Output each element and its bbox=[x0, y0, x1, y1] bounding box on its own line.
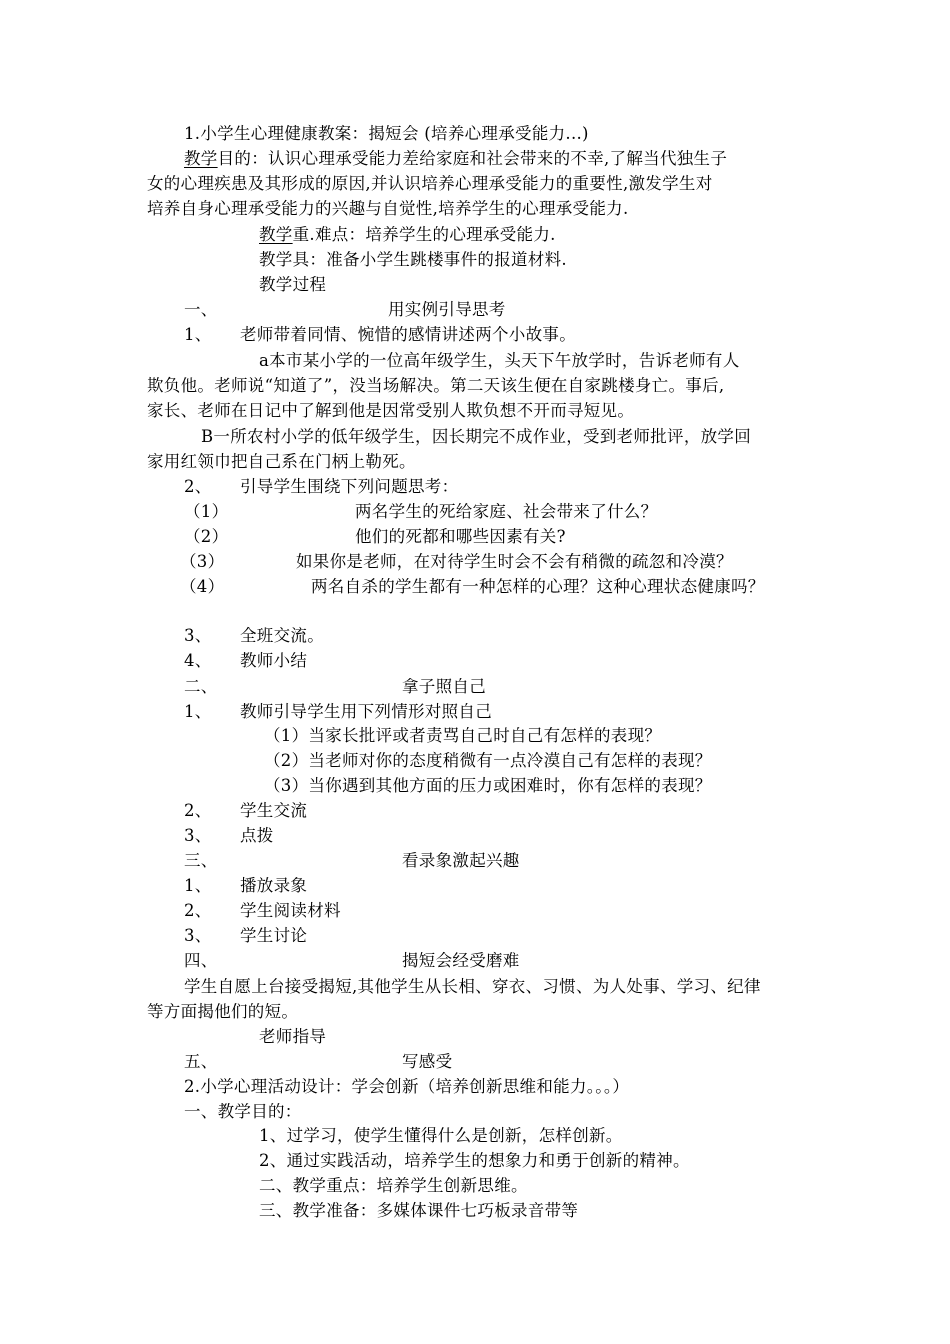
s1-item4-number: 4、 bbox=[184, 651, 212, 670]
s1-item3-text: 全班交流。 bbox=[240, 626, 324, 645]
lesson2-focus: 二、教学重点：培养学生创新思维。 bbox=[259, 1176, 528, 1195]
story-b-line-1: B一所农村小学的低年级学生，因长期完不成作业，受到老师批评，放学回 bbox=[201, 427, 752, 446]
aim-line-2: 女的心理疾患及其形成的原因,并认识培养心理承受能力的重要性,激发学生对 bbox=[147, 174, 713, 193]
lesson1-title: 1.小学生心理健康教案：揭短会 (培养心理承受能力...) bbox=[184, 124, 589, 143]
question3-text: 如果你是老师，在对待学生时会不会有稍微的疏忽和冷漠？ bbox=[296, 552, 733, 571]
story-b-line-2: 家用红领巾把自己系在门柄上勒死。 bbox=[147, 452, 416, 471]
s1-item1-number: 1、 bbox=[184, 325, 212, 344]
s3-item3-number: 3、 bbox=[184, 926, 212, 945]
lesson2-aim-2: 2、通过实践活动，培养学生的想象力和勇于创新的精神。 bbox=[259, 1151, 690, 1170]
s3-item2-text: 学生阅读材料 bbox=[240, 901, 341, 920]
tools-line: 教学具：准备小学生跳楼事件的报道材料. bbox=[259, 250, 567, 269]
aim-text: 目的：认识心理承受能力差给家庭和社会带来的不幸,了解当代独生子 bbox=[217, 149, 728, 168]
section4-number: 四、 bbox=[184, 951, 218, 970]
s1-item2-text: 引导学生围绕下列问题思考： bbox=[240, 477, 459, 496]
s1-item4-text: 教师小结 bbox=[240, 651, 308, 670]
s3-item1-text: 播放录象 bbox=[240, 876, 308, 895]
teacher-guidance: 老师指导 bbox=[259, 1027, 327, 1046]
lesson2-title: 2.小学心理活动设计：学会创新（培养创新思维和能力。。。） bbox=[184, 1077, 630, 1096]
s2-item3-text: 点拨 bbox=[240, 826, 274, 845]
process-heading: 教学过程 bbox=[259, 275, 327, 294]
question4-text: 两名自杀的学生都有一种怎样的心理？这种心理状态健康吗？ bbox=[311, 577, 765, 596]
lesson2-preparation: 三、教学准备：多媒体课件七巧板录音带等 bbox=[259, 1201, 579, 1220]
section3-number: 三、 bbox=[184, 851, 218, 870]
s3-item3-text: 学生讨论 bbox=[240, 926, 308, 945]
section1-number: 一、 bbox=[184, 300, 218, 319]
s1-item2-number: 2、 bbox=[184, 477, 212, 496]
s1-item3-number: 3、 bbox=[184, 626, 212, 645]
story-a-line-2: 欺负他。老师说“知道了”，没当场解决。第二天该生便在自家跳楼身亡。事后, bbox=[147, 376, 725, 395]
s2-item2-number: 2、 bbox=[184, 801, 212, 820]
s3-item2-number: 2、 bbox=[184, 901, 212, 920]
question1-number: （1） bbox=[184, 502, 229, 521]
s2-item1-number: 1、 bbox=[184, 702, 212, 721]
aim-label: 教学 bbox=[184, 149, 218, 168]
s4-text-line-2: 等方面揭他们的短。 bbox=[147, 1002, 299, 1021]
reflection1: （1）当家长批评或者责骂自己时自己有怎样的表现？ bbox=[264, 726, 662, 745]
story-a-line-1: a本市某小学的一位高年级学生，头天下午放学时，告诉老师有人 bbox=[259, 351, 740, 370]
s4-text-line-1: 学生自愿上台接受揭短,其他学生从长相、穿衣、习惯、为人处事、学习、纪律 bbox=[184, 977, 761, 996]
question1-text: 两名学生的死给家庭、社会带来了什么？ bbox=[355, 502, 658, 521]
question4-number: （4） bbox=[180, 577, 225, 596]
section2-number: 二、 bbox=[184, 677, 218, 696]
section2-title: 拿子照自己 bbox=[402, 677, 486, 696]
aim-line-3: 培养自身心理承受能力的兴趣与自觉性,培养学生的心理承受能力. bbox=[147, 199, 629, 218]
section5-title: 写感受 bbox=[402, 1052, 453, 1071]
question3-number: （3） bbox=[180, 552, 225, 571]
story-a-line-3: 家长、老师在日记中了解到他是因常受别人欺负想不开而寻短见。 bbox=[147, 401, 635, 420]
section5-number: 五、 bbox=[184, 1052, 218, 1071]
aim-line-1 bbox=[184, 147, 727, 171]
s2-item2-text: 学生交流 bbox=[240, 801, 308, 820]
s3-item1-number: 1、 bbox=[184, 876, 212, 895]
focus-text: 重.难点：培养学生的心理承受能力. bbox=[292, 225, 556, 244]
reflection3: （3）当你遇到其他方面的压力或困难时，你有怎样的表现？ bbox=[264, 776, 712, 795]
focus-label: 教学 bbox=[259, 225, 293, 244]
s1-item1-text: 老师带着同情、惋惜的感情讲述两个小故事。 bbox=[240, 325, 576, 344]
question2-text: 他们的死都和哪些因素有关? bbox=[355, 527, 566, 546]
s2-item1-text: 教师引导学生用下列情形对照自己 bbox=[240, 702, 492, 721]
reflection2: （2）当老师对你的态度稍微有一点冷漠自己有怎样的表现？ bbox=[264, 751, 712, 770]
question2-number: （2） bbox=[184, 527, 229, 546]
section1-title: 用实例引导思考 bbox=[388, 300, 506, 319]
lesson2-aim-heading: 一、教学目的： bbox=[184, 1102, 302, 1121]
section4-title: 揭短会经受磨难 bbox=[402, 951, 520, 970]
section3-title: 看录象激起兴趣 bbox=[402, 851, 520, 870]
lesson2-aim-1: 1、过学习，使学生懂得什么是创新，怎样创新。 bbox=[259, 1126, 623, 1145]
s2-item3-number: 3、 bbox=[184, 826, 212, 845]
focus-line bbox=[259, 223, 556, 247]
